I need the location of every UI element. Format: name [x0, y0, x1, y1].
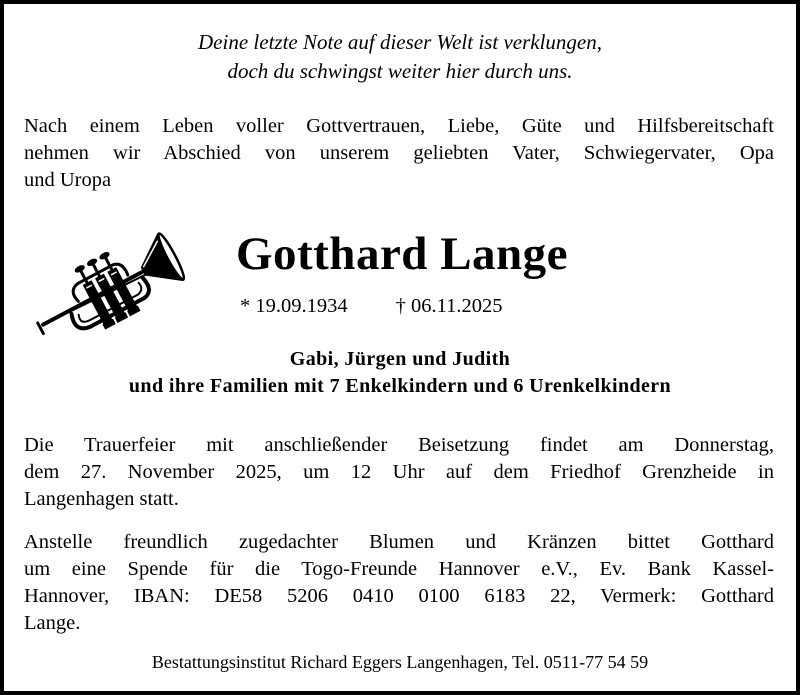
donation-line-4: Lange. [24, 612, 81, 634]
funeral-line-2: dem 27. November 2025, um 12 Uhr auf dem Friedhof Grenzheide in [24, 461, 774, 483]
obituary-notice [4, 4, 796, 691]
funeral-details [24, 432, 774, 513]
mourners [4, 346, 796, 400]
death-date: † 06.11.2025 [395, 295, 503, 317]
donation-request [24, 529, 774, 637]
funeral-line-1: Die Trauerfeier mit anschließender Beisetzung findet am Donnerstag, [24, 434, 774, 456]
motto [4, 28, 796, 86]
deceased-name: Gotthard Lange [235, 228, 569, 280]
funeral-line-3: Langenhagen statt. [24, 488, 179, 510]
life-dates [240, 292, 503, 320]
motto-line-1: Deine letzte Note auf dieser Welt ist verklungen, [198, 30, 602, 54]
mourners-line-2: und ihre Familien mit 7 Enkelkindern und 6 Urenkelkindern [128, 375, 672, 397]
intro-line-1: Nach einem Leben voller Gottvertrauen, Liebe, Güte und Hilfsbereitschaft [24, 115, 774, 137]
intro-line-2: nehmen wir Abschied von unserem geliebten Vater, Schwiegervater, Opa [24, 142, 774, 164]
mourners-line-1: Gabi, Jürgen und Judith [289, 348, 511, 370]
motto-line-2: doch du schwingst weiter hier durch uns. [227, 59, 573, 83]
intro-line-3: und Uropa [24, 169, 112, 191]
birth-date: * 19.09.1934 [240, 295, 348, 317]
trumpet-icon [28, 218, 196, 358]
intro-text [24, 113, 774, 194]
donation-line-2: um eine Spende für die Togo-Freunde Hannover e.V., Ev. Bank Kassel- [24, 558, 774, 580]
donation-line-3: Hannover, IBAN: DE58 5206 0410 0100 6183 22, Vermerk: Gotthard [24, 585, 774, 607]
funeral-home: Bestattungsinstitut Richard Eggers Langenhagen, Tel. 0511-77 54 59 [151, 652, 649, 672]
donation-line-1: Anstelle freundlich zugedachter Blumen und Kränzen bittet Gotthard [24, 531, 774, 553]
